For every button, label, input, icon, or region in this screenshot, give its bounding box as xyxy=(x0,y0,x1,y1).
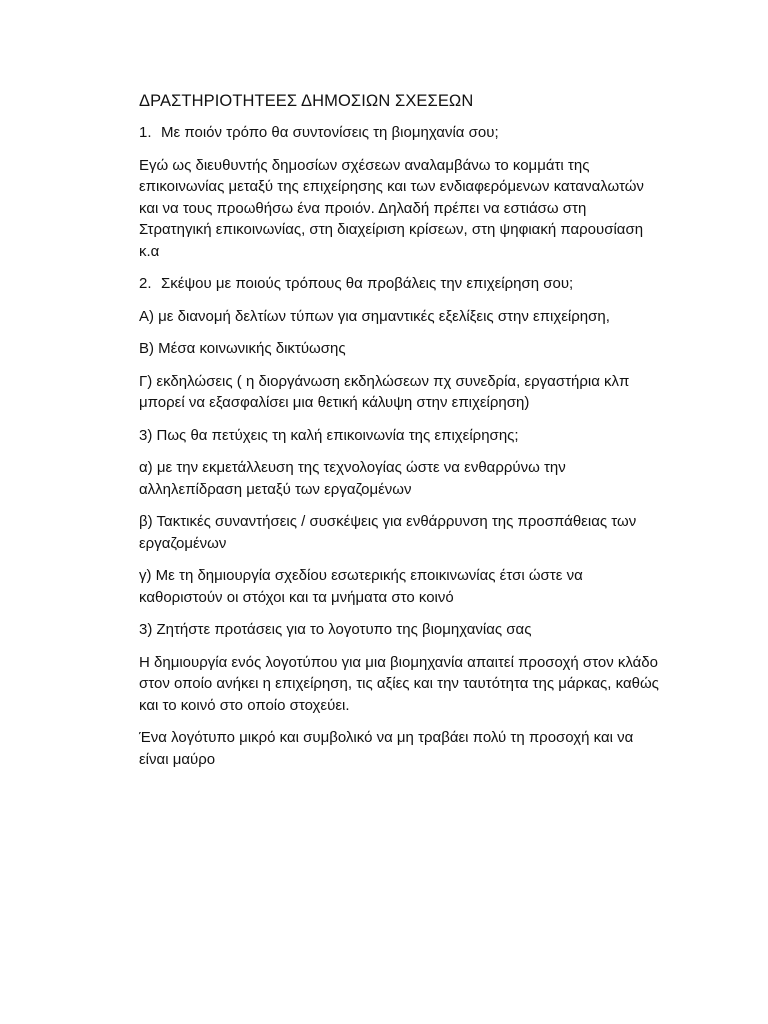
question-1-text: Με ποιόν τρόπο θα συντονίσεις τη βιομηχανία σου; xyxy=(161,124,499,141)
answer-3-item-b: β) Τακτικές συναντήσεις / συσκέψεις για ενθάρρυνση της προσπάθειας των εργαζομένων xyxy=(139,513,637,552)
answer-2-item-c: Γ) εκδηλώσεις ( η διοργάνωση εκδηλώσεων πχ συνεδρία, εργαστήρια κλπ μπορεί να εξασφαλίσει μια θετική κάλυψη στην επιχείρηση) xyxy=(139,372,630,411)
answer-2-item-b: Β) Μέσα κοινωνικής δικτύωσης xyxy=(139,340,346,357)
question-1-number: 1. xyxy=(139,124,152,141)
document-title: ΔΡΑΣΤΗΡΙΟΤΗΤΕΕΣ ΔΗΜΟΣΙΩΝ ΣΧΕΣΕΩΝ xyxy=(139,92,474,110)
answer-4-paragraph-2: Ένα λογότυπο μικρό και συμβολικό να μη τραβάει πολύ τη προσοχή και να είναι μαύρο xyxy=(139,729,634,768)
question-3: 3) Πως θα πετύχεις τη καλή επικοινωνία της επιχείρησης; xyxy=(139,426,519,444)
answer-4-paragraph-1: Η δημιουργία ενός λογοτύπου για μια βιομηχανία απαιτεί προσοχή στον κλάδο στον οποίο ανήκει η επιχείρηση, τις αξίες και την ταυτότητα της μάρκας, καθώς και το κοινό στο οποίο στοχεύει. xyxy=(139,653,659,714)
question-4: 3) Ζητήστε προτάσεις για το λογοτυπο της βιομηχανίας σας xyxy=(139,621,532,638)
answer-2-item-a: Α) με διανομή δελτίων τύπων για σημαντικές εξελίξεις στην επιχείρηση, xyxy=(139,307,610,325)
question-1 xyxy=(139,122,659,144)
question-2-number: 2. xyxy=(139,275,152,292)
question-2 xyxy=(139,273,659,295)
answer-3-item-c: γ) Με τη δημιουργία σχεδίου εσωτερικής εποικινωνίας έτσι ώστε να καθοριστούν οι στόχοι και τα μνήματα στο κοινό xyxy=(139,567,583,606)
answer-1: Εγώ ως διευθυντής δημοσίων σχέσεων αναλαμβάνω το κομμάτι της επικοινωνίας μεταξύ της επιχείρησης και των ενδιαφερόμενων καταναλωτών και να τους προωθήσω ένα προιόν. Δηλαδή πρέπει να εστιάσω στη Στρατηγική επικοινωνίας, στη διαχείριση κρίσεων, στη ψηφιακή παρουσίαση κ.α xyxy=(139,156,644,260)
answer-3-item-a: α) με την εκμετάλλευση της τεχνολογίας ώστε να ενθαρρύνω την αλληλεπίδραση μεταξύ των εργαζομένων xyxy=(139,459,566,498)
document-page xyxy=(139,90,659,781)
question-2-text: Σκέψου με ποιούς τρόπους θα προβάλεις την επιχείρηση σου; xyxy=(161,275,574,292)
